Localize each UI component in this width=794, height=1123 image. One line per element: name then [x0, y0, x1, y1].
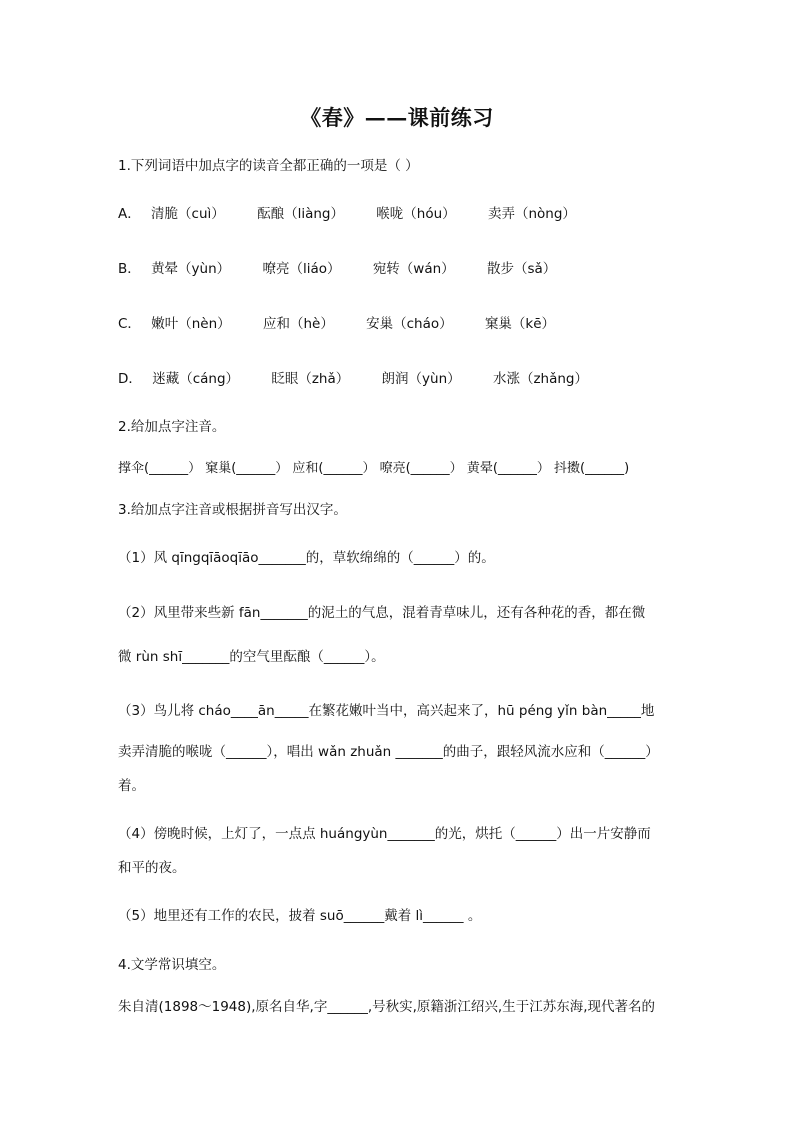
q2-blanks: 撑伞(______） 窠巢(______） 应和(______） 嘹亮(______） 黄晕(______） 抖擞(______) [118, 461, 630, 476]
option-item: 窠巢（kē） [484, 316, 556, 332]
option-item: 酝酿（liàng） [257, 206, 344, 222]
q3-part-3-line-2: 卖弄清脆的喉咙（______），唱出 wǎn zhuǎn _______的曲子，跟轻风流水应和（______） [118, 744, 659, 760]
q3-part-4-line-1: （4）傍晚时候，上灯了，一点点 huángyùn_______的光，烘托（______）出一片安静而 [118, 826, 651, 842]
option-item: 卖弄（nòng） [487, 206, 576, 222]
option-item: 眨眼（zhǎ） [271, 371, 350, 387]
option-item: 散步（sǎ） [486, 261, 557, 277]
q1-option-b [118, 259, 678, 279]
q1-option-d [118, 369, 678, 389]
option-item: 应和（hè） [262, 316, 334, 332]
q2-stem: 2.给加点字注音。 [118, 419, 226, 435]
q3-part-5: （5）地里还有工作的农民，披着 suō______戴着 lì______ 。 [118, 908, 482, 924]
option-item: 黄晕（yùn） [151, 261, 231, 277]
option-item: 水涨（zhǎng） [492, 371, 588, 387]
q3-part-1: （1）风 qīngqīāoqīāo_______的，草软绵绵的（______）的。 [118, 550, 495, 566]
q3-part-4-line-2: 和平的夜。 [118, 860, 186, 876]
q3-part-3-line-1: （3）鸟儿将 cháo____ān_____在繁花嫩叶当中，高兴起来了，hū péng yǐn bàn_____地 [118, 703, 655, 719]
q1-option-a [118, 204, 678, 224]
option-label: B． [118, 261, 141, 277]
option-label: A． [118, 206, 141, 222]
option-item: 嘹亮（liáo） [262, 261, 341, 277]
option-item: 迷藏（cáng） [152, 371, 240, 387]
option-item: 嫩叶（nèn） [151, 316, 231, 332]
option-label: D． [118, 371, 142, 387]
q3-part-2-line-2: 微 rùn shī_______的空气里酝酿（______）。 [118, 649, 385, 665]
q4-text: 朱自清(1898～1948),原名自华,字______,号秋实,原籍浙江绍兴,生于江苏东海,现代著名的 [118, 999, 655, 1015]
option-item: 宛转（wán） [372, 261, 455, 277]
option-item: 喉咙（hóu） [376, 206, 456, 222]
option-item: 安巢（cháo） [366, 316, 453, 332]
q1-option-c [118, 314, 678, 334]
option-item: 清脆（cuì） [151, 206, 225, 222]
q3-stem: 3.给加点字注音或根据拼音写出汉字。 [118, 502, 347, 518]
page-title: 《春》——课前练习 [300, 105, 494, 130]
q3-part-2-line-1: （2）风里带来些新 fān_______的泥土的气息，混着青草味儿，还有各种花的香，都在微 [118, 605, 646, 621]
q1-stem: 1.下列词语中加点字的读音全都正确的一项是（ ） [118, 158, 419, 174]
option-item: 朗润（yùn） [381, 371, 461, 387]
option-label: C． [118, 316, 141, 332]
q3-part-3-line-3: 着。 [118, 778, 145, 794]
q4-stem: 4.文学常识填空。 [118, 957, 226, 973]
